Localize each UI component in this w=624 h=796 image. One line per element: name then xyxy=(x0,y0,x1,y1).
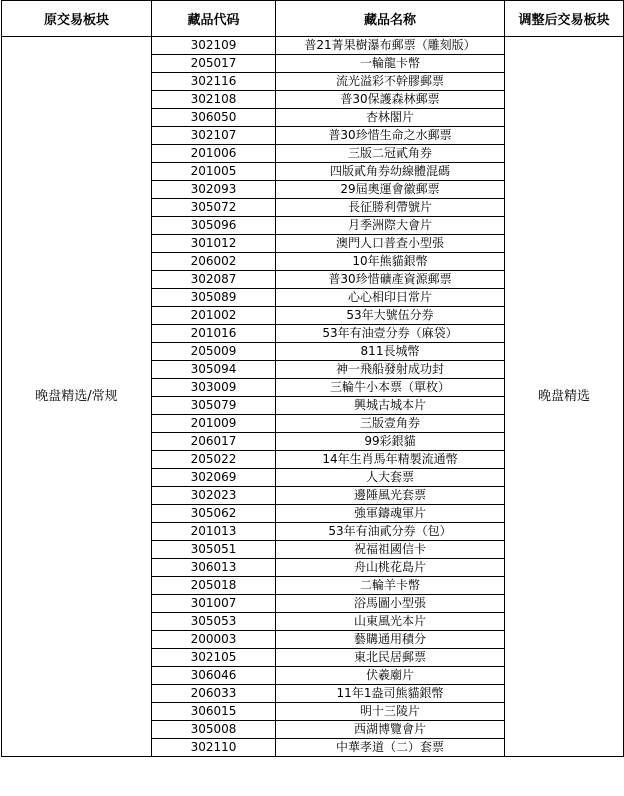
name-cell: 10年熊貓銀幣 xyxy=(276,253,505,271)
name-cell: 強軍鑄魂軍片 xyxy=(276,505,505,523)
code-cell: 302105 xyxy=(152,649,276,667)
adjusted-board-cell: 晚盘精选 xyxy=(505,37,624,757)
code-cell: 305051 xyxy=(152,541,276,559)
name-cell: 53年大號伍分券 xyxy=(276,307,505,325)
code-cell: 206017 xyxy=(152,433,276,451)
code-cell: 205022 xyxy=(152,451,276,469)
code-cell: 201006 xyxy=(152,145,276,163)
name-cell: 53年有油壹分券（麻袋） xyxy=(276,325,505,343)
code-cell: 302023 xyxy=(152,487,276,505)
code-cell: 201013 xyxy=(152,523,276,541)
name-cell: 普30保護森林郵票 xyxy=(276,91,505,109)
name-cell: 邊陲風光套票 xyxy=(276,487,505,505)
name-cell: 99彩銀貓 xyxy=(276,433,505,451)
name-cell: 一輪龍卡幣 xyxy=(276,55,505,73)
code-cell: 305062 xyxy=(152,505,276,523)
name-cell: 西湖博覽會片 xyxy=(276,721,505,739)
code-cell: 205009 xyxy=(152,343,276,361)
code-cell: 302093 xyxy=(152,181,276,199)
code-cell: 201016 xyxy=(152,325,276,343)
code-cell: 306050 xyxy=(152,109,276,127)
header-code: 藏品代码 xyxy=(152,1,276,37)
header-adjusted-board: 调整后交易板块 xyxy=(505,1,624,37)
name-cell: 神一飛船發射成功封 xyxy=(276,361,505,379)
name-cell: 心心相印日常片 xyxy=(276,289,505,307)
name-cell: 人大套票 xyxy=(276,469,505,487)
code-cell: 205018 xyxy=(152,577,276,595)
name-cell: 14年生肖馬年精製流通幣 xyxy=(276,451,505,469)
code-cell: 302087 xyxy=(152,271,276,289)
name-cell: 明十三陵片 xyxy=(276,703,505,721)
code-cell: 305096 xyxy=(152,217,276,235)
code-cell: 301007 xyxy=(152,595,276,613)
name-cell: 11年1盎司熊貓銀幣 xyxy=(276,685,505,703)
code-cell: 206002 xyxy=(152,253,276,271)
code-cell: 305053 xyxy=(152,613,276,631)
name-cell: 普30珍惜生命之水郵票 xyxy=(276,127,505,145)
code-cell: 305072 xyxy=(152,199,276,217)
table-row xyxy=(2,37,624,55)
code-cell: 301012 xyxy=(152,235,276,253)
name-cell: 二輪羊卡幣 xyxy=(276,577,505,595)
name-cell: 中華孝道（二）套票 xyxy=(276,739,505,757)
name-cell: 伏羲廟片 xyxy=(276,667,505,685)
code-cell: 306013 xyxy=(152,559,276,577)
name-cell: 浴馬圖小型張 xyxy=(276,595,505,613)
name-cell: 29屆奧運會徽郵票 xyxy=(276,181,505,199)
original-board-cell: 晚盘精选/常规 xyxy=(2,37,152,757)
code-cell: 302116 xyxy=(152,73,276,91)
header-row xyxy=(2,1,624,37)
name-cell: 普21菁果樹瀑布郵票（雕刻版） xyxy=(276,37,505,55)
name-cell: 三版二冠貳角券 xyxy=(276,145,505,163)
name-cell: 興城古城本片 xyxy=(276,397,505,415)
code-cell: 302110 xyxy=(152,739,276,757)
code-cell: 201009 xyxy=(152,415,276,433)
code-cell: 305079 xyxy=(152,397,276,415)
name-cell: 811長城幣 xyxy=(276,343,505,361)
name-cell: 流光溢彩不幹膠郵票 xyxy=(276,73,505,91)
name-cell: 舟山桃花島片 xyxy=(276,559,505,577)
code-cell: 305094 xyxy=(152,361,276,379)
code-cell: 303009 xyxy=(152,379,276,397)
board-adjustment-table xyxy=(1,0,624,757)
code-cell: 206033 xyxy=(152,685,276,703)
code-cell: 201002 xyxy=(152,307,276,325)
name-cell: 藝購通用積分 xyxy=(276,631,505,649)
code-cell: 305089 xyxy=(152,289,276,307)
code-cell: 306015 xyxy=(152,703,276,721)
code-cell: 302107 xyxy=(152,127,276,145)
name-cell: 普30珍惜礦產資源郵票 xyxy=(276,271,505,289)
name-cell: 長征勝利帶號片 xyxy=(276,199,505,217)
code-cell: 205017 xyxy=(152,55,276,73)
name-cell: 三版壹角券 xyxy=(276,415,505,433)
name-cell: 月季洲際大會片 xyxy=(276,217,505,235)
header-name: 藏品名称 xyxy=(276,1,505,37)
name-cell: 澳門人口普查小型張 xyxy=(276,235,505,253)
header-original-board: 原交易板块 xyxy=(2,1,152,37)
name-cell: 53年有油貳分券（包） xyxy=(276,523,505,541)
name-cell: 三輪牛小本票（單枚） xyxy=(276,379,505,397)
code-cell: 306046 xyxy=(152,667,276,685)
code-cell: 201005 xyxy=(152,163,276,181)
name-cell: 東北民居郵票 xyxy=(276,649,505,667)
code-cell: 200003 xyxy=(152,631,276,649)
code-cell: 302109 xyxy=(152,37,276,55)
name-cell: 杏林閣片 xyxy=(276,109,505,127)
code-cell: 302108 xyxy=(152,91,276,109)
code-cell: 302069 xyxy=(152,469,276,487)
code-cell: 305008 xyxy=(152,721,276,739)
name-cell: 祝福祖國信卡 xyxy=(276,541,505,559)
name-cell: 山東風光本片 xyxy=(276,613,505,631)
name-cell: 四版貳角券幼線體混碼 xyxy=(276,163,505,181)
